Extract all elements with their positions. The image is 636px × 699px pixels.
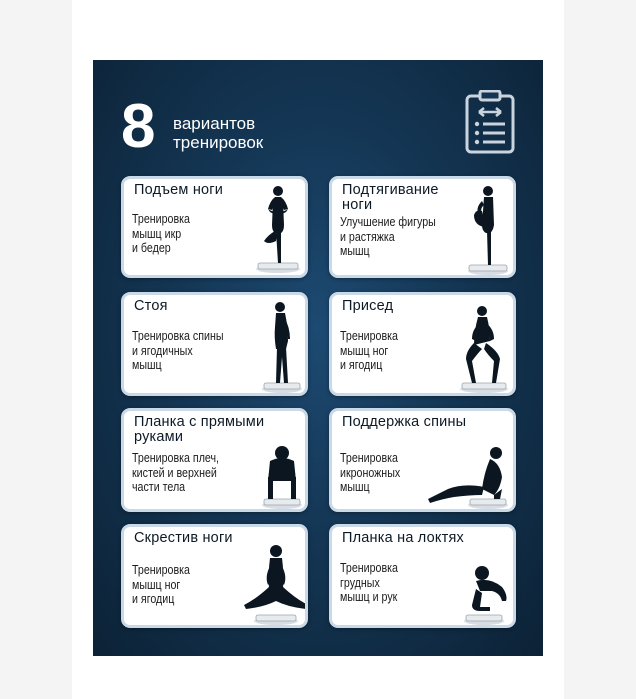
exercise-card-leg-pull [329, 176, 516, 278]
card-title [134, 415, 264, 445]
card-desc-line: мышц и рук [340, 589, 398, 604]
exercise-card-cross-legged [121, 524, 308, 628]
exercise-card-squat [329, 292, 516, 396]
card-desc-line: кистей и верхней [132, 464, 217, 480]
exercise-card-back-support [329, 408, 516, 512]
card-desc-line: Тренировка [340, 328, 398, 343]
card-title-line: ноги [342, 197, 373, 213]
card-desc-line: и бедер [132, 240, 171, 255]
card-title-line: Планка с прямыми [134, 414, 265, 430]
card-title-line: Подтягивание [342, 182, 439, 198]
straight-arm-plank-figure-icon [256, 441, 308, 511]
card-title-line: Подъем ноги [134, 182, 224, 198]
card-description [340, 451, 400, 495]
exercise-card-standing [121, 292, 308, 396]
workout-poster [93, 60, 543, 656]
card-desc-line: мышц ног [132, 576, 181, 592]
header-line-2: тренировок [173, 133, 264, 152]
card-title-line: руками [134, 429, 184, 445]
card-desc-line: и растяжка [340, 228, 395, 244]
left-margin-strip [0, 0, 72, 699]
card-desc-line: Тренировка [132, 562, 190, 577]
card-desc-line: Тренировка [340, 560, 398, 575]
squat-figure-icon [452, 299, 516, 395]
card-title-line: Присед [342, 298, 394, 314]
workout-count: 8 [121, 92, 156, 161]
card-desc-line: и ягодиц [132, 591, 175, 606]
card-desc-line: икроножных [340, 464, 401, 480]
exercise-card-leg-raise [121, 176, 308, 278]
card-desc-line: и ягодиц [340, 357, 383, 372]
card-desc-line: грудных [340, 574, 380, 590]
card-desc-line: части тела [132, 479, 186, 494]
right-margin-strip [564, 0, 636, 699]
back-support-figure-icon [424, 439, 516, 511]
cross-legged-figure-icon [242, 541, 308, 627]
card-title-line: Стоя [134, 298, 168, 314]
card-description [340, 329, 398, 373]
card-desc-line: мышц ног [340, 342, 389, 358]
card-desc-line: мышц [340, 243, 370, 258]
clipboard-checklist-icon [465, 90, 515, 154]
exercise-card-straight-arm-plank [121, 408, 308, 512]
card-title [342, 531, 464, 546]
header-line-1: вариантов [173, 114, 256, 133]
header-caption [173, 114, 263, 152]
card-title [342, 183, 439, 213]
card-desc-line: мышц икр [132, 225, 182, 241]
card-desc-line: и ягодичных [132, 342, 193, 358]
exercise-card-elbow-plank [329, 524, 516, 628]
card-desc-line: Тренировка спины [132, 328, 224, 343]
card-title [134, 531, 233, 546]
card-description [340, 561, 398, 605]
card-desc-line: Тренировка плеч, [132, 450, 220, 465]
card-title-line: Скрестив ноги [134, 530, 233, 546]
card-title [342, 299, 393, 314]
card-title [134, 183, 223, 198]
card-description [340, 215, 436, 259]
card-description [132, 451, 219, 495]
card-desc-line: мышц [132, 357, 162, 372]
standing-figure-icon [256, 297, 308, 395]
leg-pull-figure-icon [460, 181, 516, 277]
card-description [132, 563, 190, 607]
card-desc-line: Тренировка [340, 450, 398, 465]
leg-raise-figure-icon [248, 179, 308, 275]
card-title-line: Поддержка спины [342, 414, 467, 430]
card-desc-line: Тренировка [132, 211, 190, 226]
card-description [132, 212, 190, 256]
card-title [134, 299, 168, 314]
card-title-line: Планка на локтях [342, 530, 464, 546]
card-title [342, 415, 466, 430]
card-description [132, 329, 224, 373]
elbow-plank-figure-icon [456, 561, 516, 627]
card-desc-line: Улучшение фигуры [340, 214, 436, 229]
card-desc-line: мышц [340, 479, 370, 494]
